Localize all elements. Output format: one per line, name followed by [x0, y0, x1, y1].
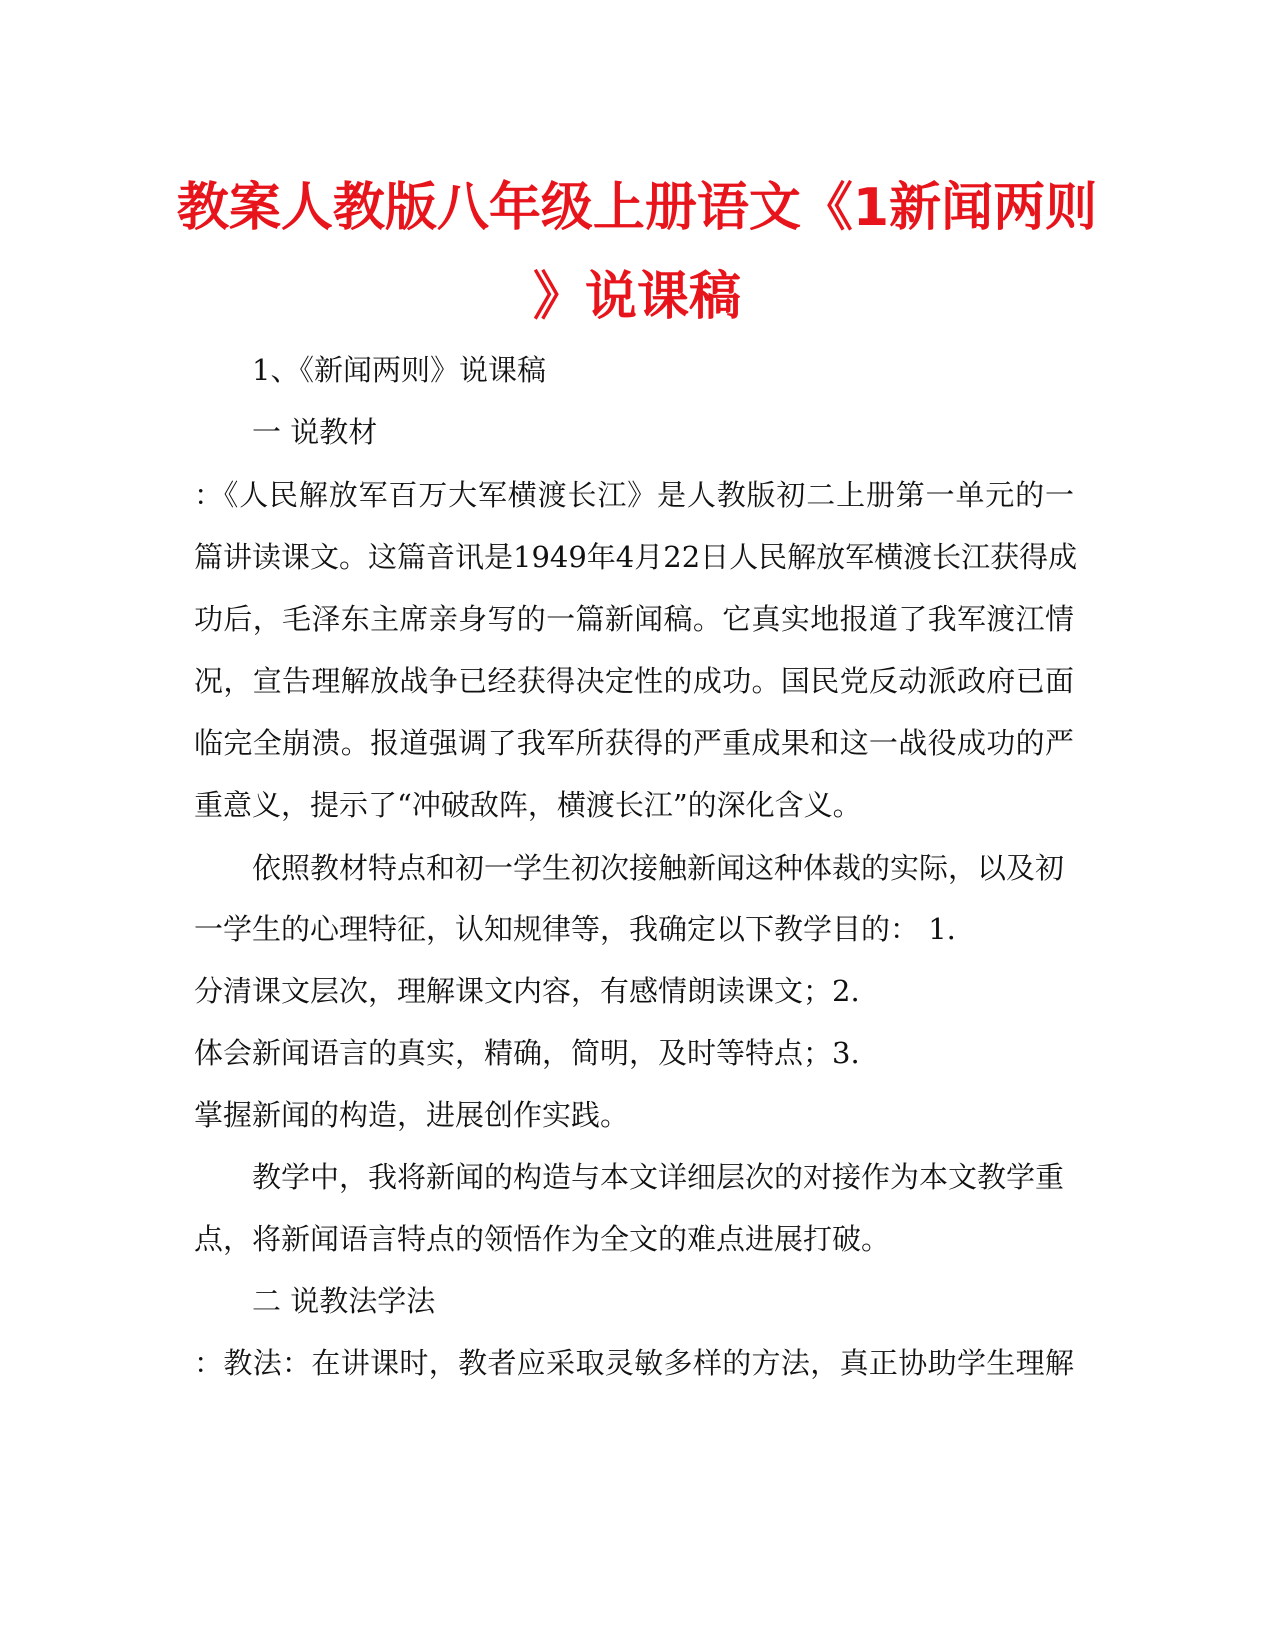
paragraph-line: 掌握新闻的构造，进展创作实践。 [194, 1098, 630, 1132]
paragraph-line: 依照教材特点和初一学生初次接触新闻这种体裁的实际，以及初 [252, 851, 1065, 885]
paragraph-line: 分清课文层次，理解课文内容，有感情朗读课文；2. [194, 974, 860, 1008]
paragraph-line: 重意义，提示了“冲破敌阵，横渡长江”的深化含义。 [194, 788, 862, 822]
section-heading-textbook: 一 说教材 [252, 415, 378, 449]
paragraph-line: ：《人民解放军百万大军横渡长江》是人教版初二上册第一单元的一 [194, 478, 1074, 512]
paragraph-line: 点，将新闻语言特点的领悟作为全文的难点进展打破。 [194, 1222, 891, 1256]
paragraph-line: ：教法：在讲课时，教者应采取灵敏多样的方法，真正协助学生理解 [194, 1346, 1074, 1380]
paragraph-line: 况，宣告理解放战争已经获得决定性的成功。国民党反动派政府已面 [194, 664, 1074, 698]
paragraph-line: 教学中，我将新闻的构造与本文详细层次的对接作为本文教学重 [252, 1160, 1065, 1194]
section-heading-number: 1、《新闻两则》说课稿 [252, 353, 546, 387]
document-title-line-1: 教案人教版八年级上册语文《1新闻两则 [176, 178, 1098, 238]
paragraph-line: 功后，毛泽东主席亲身写的一篇新闻稿。它真实地报道了我军渡江情 [194, 602, 1074, 636]
paragraph-line: 篇讲读课文。这篇音讯是1949年4月22日人民解放军横渡长江获得成 [194, 540, 1078, 574]
section-heading-methods: 二 说教法学法 [252, 1284, 436, 1318]
paragraph-line: 一学生的心理特征，认知规律等，我确定以下教学目的： 1. [194, 912, 956, 946]
document-title-line-2: 》说课稿 [532, 267, 741, 327]
paragraph-line: 临完全崩溃。报道强调了我军所获得的严重成果和这一战役成功的严 [194, 726, 1074, 760]
paragraph-line: 体会新闻语言的真实，精确，简明，及时等特点；3. [194, 1036, 860, 1070]
